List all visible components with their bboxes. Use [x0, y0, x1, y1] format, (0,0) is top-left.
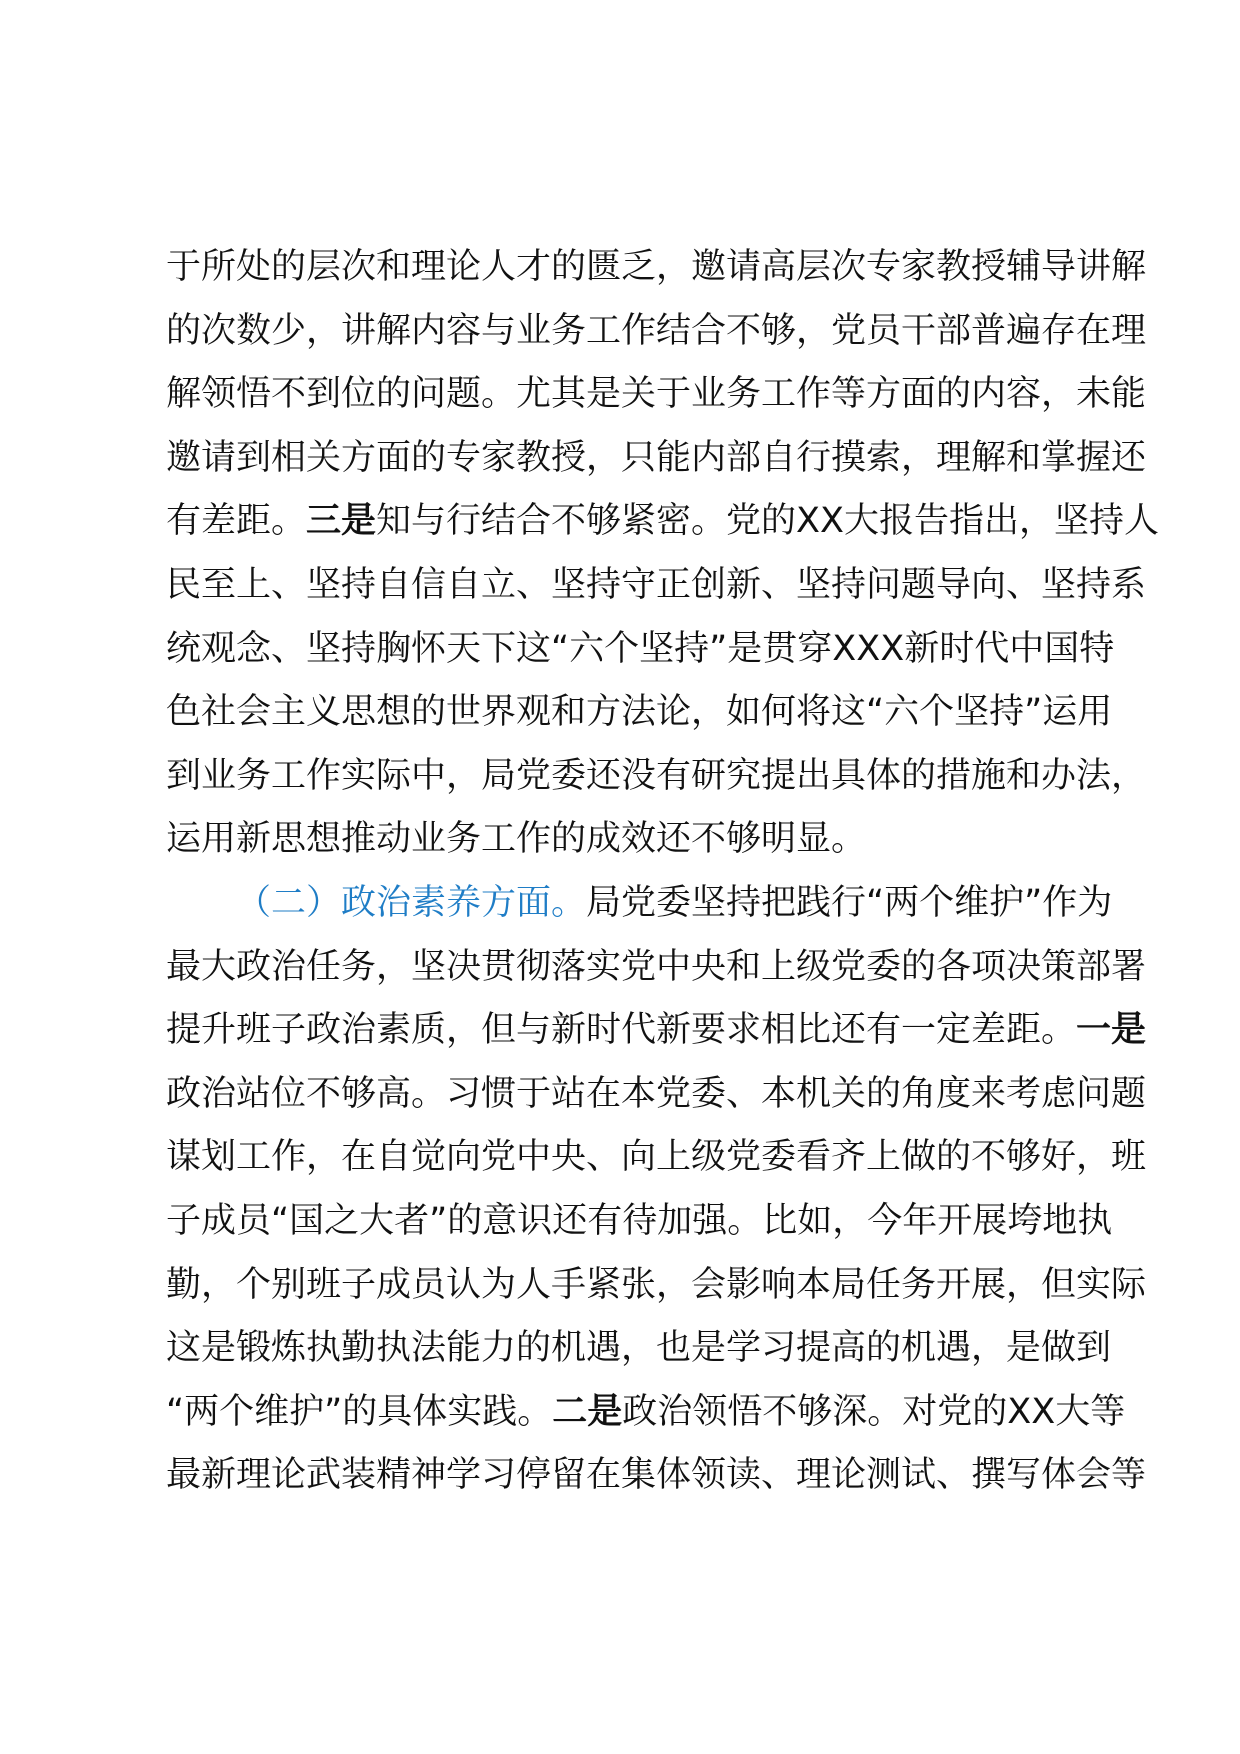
text-line — [166, 999, 1147, 1063]
body-text — [166, 236, 1159, 1508]
section-heading: （二）政治素养方面。 — [236, 882, 587, 923]
text-line — [166, 1317, 1112, 1381]
text-line — [166, 363, 1147, 427]
text-run: 政治领悟不够深。对党的XX大等 — [622, 1391, 1126, 1432]
text-run: 谋划工作，在自觉向党中央、向上级党委看齐上做的不够好，班 — [166, 1137, 1147, 1178]
text-line — [166, 490, 1159, 554]
text-line — [166, 872, 1113, 936]
text-line — [166, 936, 1147, 1000]
text-line — [166, 236, 1147, 300]
text-run: “两个维护”的具体实践。 — [166, 1391, 553, 1432]
text-run: 到业务工作实际中，局党委还没有研究提出具体的措施和办法， — [166, 755, 1147, 796]
text-line — [166, 1254, 1147, 1318]
text-run: 解领悟不到位的问题。尤其是关于业务工作等方面的内容，未能 — [166, 374, 1147, 415]
emphasis-label: 三是 — [306, 501, 377, 542]
text-line — [166, 808, 1106, 872]
text-run: 这是锻炼执勤执法能力的机遇，也是学习提高的机遇，是做到 — [166, 1328, 1112, 1369]
text-run: 最新理论武装精神学习停留在集体领读、理论测试、撰写体会等 — [166, 1455, 1147, 1496]
text-line — [166, 745, 1147, 809]
text-line — [166, 1063, 1147, 1127]
text-line — [166, 681, 1113, 745]
text-run: 提升班子政治素质，但与新时代新要求相比还有一定差距。 — [166, 1010, 1077, 1051]
text-run: 于所处的层次和理论人才的匮乏，邀请高层次专家教授辅导讲解 — [166, 247, 1147, 287]
text-line — [166, 1190, 1113, 1254]
text-line — [166, 427, 1147, 491]
text-run: 最大政治任务，坚决贯彻落实党中央和上级党委的各项决策部署 — [166, 946, 1147, 987]
text-line — [166, 1126, 1147, 1190]
text-run: 知与行结合不够紧密。党的XX大报告指出，坚持人 — [376, 501, 1159, 542]
text-run: 子成员“国之大者”的意识还有待加强。比如，今年开展垮地执 — [166, 1200, 1113, 1241]
text-line — [166, 300, 1147, 364]
text-line — [166, 554, 1147, 618]
text-run: 邀请到相关方面的专家教授，只能内部自行摸索，理解和掌握还 — [166, 437, 1147, 478]
text-run: 政治站位不够高。习惯于站在本党委、本机关的角度来考虑问题 — [166, 1073, 1147, 1114]
text-run: 勤，个别班子成员认为人手紧张，会影响本局任务开展，但实际 — [166, 1264, 1147, 1305]
text-run: 运用新思想推动业务工作的成效还不够明显。 — [166, 819, 867, 860]
text-line — [166, 618, 1115, 682]
text-run: 民至上、坚持自信自立、坚持守正创新、坚持问题导向、坚持系 — [166, 564, 1147, 605]
text-run: 有差距。 — [166, 501, 307, 542]
text-run: 的次数少，讲解内容与业务工作结合不够，党员干部普遍存在理 — [166, 310, 1147, 351]
emphasis-label: 二是 — [552, 1391, 623, 1432]
text-run: 局党委坚持把践行“两个维护”作为 — [586, 882, 1113, 923]
emphasis-label: 一是 — [1076, 1010, 1147, 1051]
text-run: 色社会主义思想的世界观和方法论，如何将这“六个坚持”运用 — [166, 692, 1113, 733]
text-line — [166, 1444, 1147, 1508]
text-line — [166, 1381, 1126, 1445]
text-run: 统观念、坚持胸怀天下这“六个坚持”是贯穿XXX新时代中国特 — [166, 628, 1115, 669]
